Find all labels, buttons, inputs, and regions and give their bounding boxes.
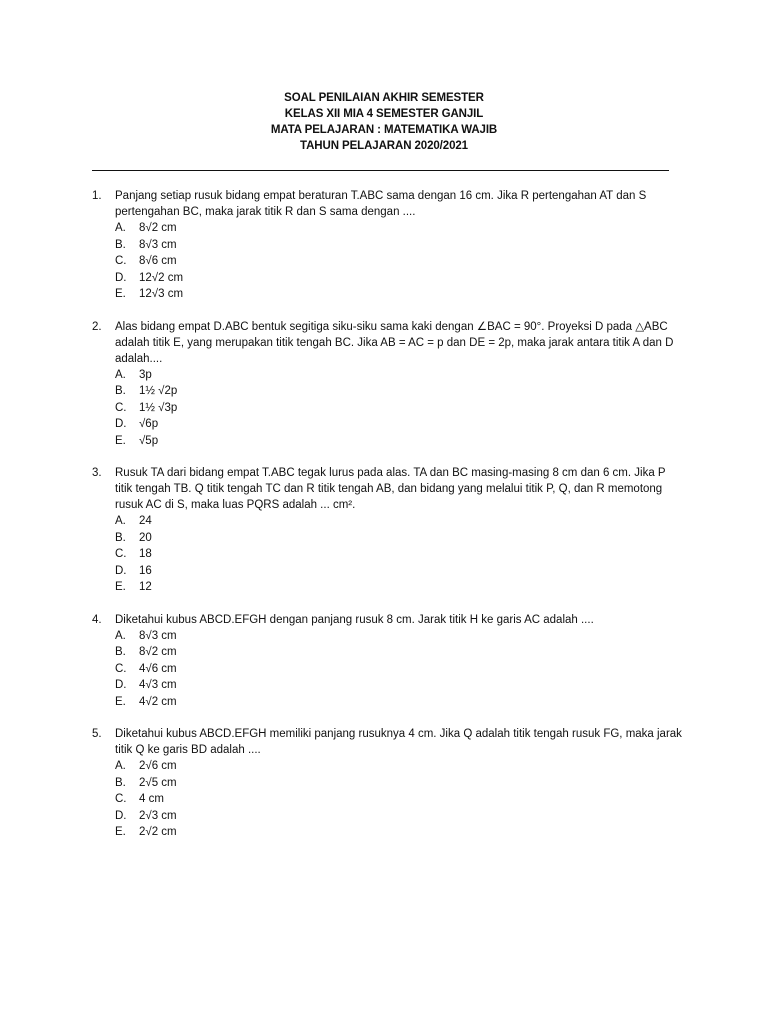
question-5 (92, 726, 682, 841)
option-text: 8√3 cm (139, 238, 177, 251)
answer-option (92, 791, 682, 808)
answer-options (92, 628, 682, 711)
option-text: √5p (139, 434, 159, 447)
option-text: 12√2 cm (139, 271, 184, 284)
option-text: 8√6 cm (139, 255, 177, 267)
option-text: 18 (139, 548, 152, 560)
option-text: 2√2 cm (139, 826, 177, 838)
answer-option (92, 220, 682, 237)
option-text: 3p (139, 368, 152, 381)
option-text: 24 (139, 515, 152, 527)
option-label: E. (115, 288, 126, 300)
option-text: 4√3 cm (139, 679, 177, 691)
answer-option (92, 579, 682, 596)
question-3 (92, 465, 682, 596)
answer-option (92, 808, 682, 825)
answer-option (92, 530, 682, 547)
answer-option (92, 286, 682, 303)
question-text: Diketahui kubus ABCD.EFGH memiliki panjang rusuknya 4 cm. Jika Q adalah titik tengah rusuk FG, maka jarak titik Q ke garis BD adalah .... (115, 728, 682, 756)
question-list (92, 188, 682, 857)
option-text: 4√6 cm (139, 662, 177, 675)
answer-option (92, 563, 682, 580)
question-number: 2. (92, 320, 102, 333)
option-label: B. (115, 646, 126, 658)
question-2 (92, 319, 682, 450)
answer-option (92, 661, 682, 678)
answer-option (92, 383, 682, 400)
document-header (0, 90, 768, 154)
option-label: B. (115, 531, 126, 544)
option-label: C. (115, 662, 127, 675)
option-label: B. (115, 385, 126, 397)
question-number: 4. (92, 613, 102, 626)
header-divider (92, 170, 669, 171)
option-label: B. (115, 238, 126, 251)
option-label: A. (115, 222, 126, 234)
option-label: C. (115, 401, 127, 414)
question-text: Diketahui kubus ABCD.EFGH dengan panjang rusuk 8 cm. Jarak titik H ke garis AC adalah .... (115, 613, 594, 626)
answer-option (92, 367, 682, 384)
answer-option (92, 416, 682, 433)
option-text: 1½ √2p (139, 385, 178, 397)
question-text: Panjang setiap rusuk bidang empat beraturan T.ABC sama dengan 16 cm. Jika R pertengahan AT dan S pertengahan BC, maka jarak titik R dan S sama dengan .... (115, 190, 647, 218)
option-text: 1½ √3p (139, 401, 178, 414)
answer-option (92, 677, 682, 694)
option-label: E. (115, 434, 126, 447)
answer-option (92, 270, 682, 287)
option-label: A. (115, 515, 126, 527)
answer-option (92, 758, 682, 775)
answer-option (92, 400, 682, 417)
answer-option (92, 237, 682, 254)
option-label: D. (115, 564, 127, 577)
option-text: 2√6 cm (139, 760, 177, 772)
answer-option (92, 628, 682, 645)
option-text: √6p (139, 418, 159, 430)
option-label: E. (115, 695, 126, 708)
option-label: E. (115, 581, 126, 593)
answer-option (92, 433, 682, 450)
option-text: 4 cm (139, 793, 164, 805)
option-label: D. (115, 418, 127, 430)
option-label: E. (115, 826, 126, 838)
question-1 (92, 188, 682, 303)
option-text: 8√2 cm (139, 222, 177, 234)
option-text: 4√2 cm (139, 695, 177, 708)
answer-option (92, 253, 682, 270)
header-subject: MATA PELAJARAN : MATEMATIKA WAJIB (270, 124, 498, 136)
answer-options (92, 758, 682, 841)
option-text: 2√5 cm (139, 776, 177, 789)
option-label: C. (115, 793, 127, 805)
header-year: TAHUN PELAJARAN 2020/2021 (300, 140, 468, 152)
question-4 (92, 612, 682, 711)
option-label: C. (115, 255, 127, 267)
answer-option (92, 824, 682, 841)
header-class: KELAS XII MIA 4 SEMESTER GANJIL (284, 108, 484, 120)
question-number: 5. (92, 728, 102, 740)
option-text: 12√3 cm (139, 288, 184, 300)
option-label: B. (115, 776, 126, 789)
answer-option (92, 775, 682, 792)
option-text: 8√3 cm (139, 629, 177, 642)
option-label: D. (115, 271, 127, 284)
option-label: C. (115, 548, 127, 560)
option-label: A. (115, 629, 126, 642)
header-title: SOAL PENILAIAN AKHIR SEMESTER (284, 92, 484, 104)
option-label: D. (115, 809, 127, 822)
option-label: A. (115, 760, 126, 772)
answer-option (92, 644, 682, 661)
answer-option (92, 546, 682, 563)
option-text: 2√3 cm (139, 809, 177, 822)
answer-options (92, 220, 682, 303)
answer-option (92, 694, 682, 711)
answer-options (92, 367, 682, 450)
answer-options (92, 513, 682, 596)
option-label: A. (115, 368, 126, 381)
option-label: D. (115, 679, 127, 691)
answer-option (92, 513, 682, 530)
question-text: Alas bidang empat D.ABC bentuk segitiga siku-siku sama kaki dengan ∠BAC = 90°. Proyeksi D pada △ABC adalah titik E, yang merupakan titik tengah BC. Jika AB = AC = p dan DE = 2p, maka jarak antara titik A dan D adalah.... (115, 320, 674, 365)
option-text: 8√2 cm (139, 646, 177, 658)
option-text: 16 (139, 564, 152, 577)
option-text: 12 (139, 581, 152, 593)
option-text: 20 (139, 531, 152, 544)
question-text: Rusuk TA dari bidang empat T.ABC tegak lurus pada alas. TA dan BC masing-masing 8 cm dan 6 cm. Jika P titik tengah TB. Q titik tengah TC dan R titik tengah AB, dan bidang yang melalui titik P, Q, dan R memotong rusuk AC di S, maka luas PQRS adalah ... cm². (115, 467, 666, 511)
question-number: 1. (92, 190, 102, 202)
question-number: 3. (92, 467, 102, 479)
